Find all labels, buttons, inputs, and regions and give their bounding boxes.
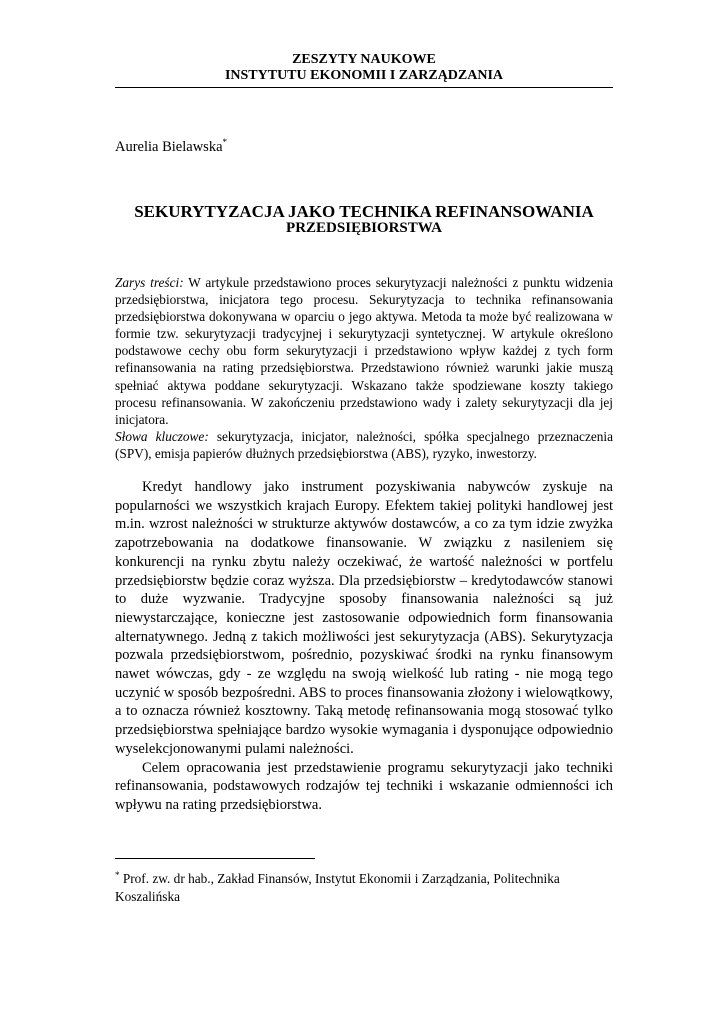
article-title-line1: SEKURYTYZACJA JAKO TECHNIKA REFINANSOWANIA — [134, 202, 594, 221]
article-body — [115, 478, 613, 815]
author-footnote-mark: * — [222, 137, 228, 147]
article-title — [115, 203, 613, 237]
keywords-paragraph — [115, 428, 613, 462]
author — [115, 133, 227, 156]
keywords-text: sekurytyzacja, inicjator, należności, spółka specjalnego przeznaczenia (SPV), emisja papierów dłużnych przedsiębiorstwa (ABS), ryzyko, inwestorzy. — [115, 428, 613, 461]
journal-header-line1: ZESZYTY NAUKOWE — [292, 52, 436, 67]
abstract-paragraph — [115, 274, 613, 428]
journal-header — [115, 52, 613, 88]
journal-header-line2: INSTYTUTU EKONOMII I ZARZĄDZANIA — [224, 68, 504, 83]
keywords-label: Słowa kluczowe: — [115, 428, 209, 444]
body-paragraph-2: Celem opracowania jest przedstawienie programu sekurytyzacji jako techniki refinansowania, podstawowych rodzajów tej techniki i wskazanie odmienności ich wpływu na rating przedsiębiorstwa. — [115, 759, 613, 813]
body-paragraph-1: Kredyt handlowy jako instrument pozyskiwania nabywców zyskuje na popularności we wszystkich krajach Europy. Efektem takiej polityki handlowej jest m.in. wzrost należności w strukturze aktywów dostawców, a co za tym idzie zwyżka zapotrzebowania na dodatkowe finansowanie. W związku z nasileniem się konkurencji na rynku zbytu należy oczekiwać, że wartość należności w portfelu przedsiębiorstw będzie coraz wyższa. Dla przedsiębiorstw – kredytodawców stanowi to duże wyzwanie. Tradycyjne sposoby finansowania należności są już niewystarczające, konieczne jest zastosowanie odpowiednich form finansowania alternatywnego. Jedną z takich możliwości jest sekurytyzacja (ABS). Sekurytyzacja pozwala przedsiębiorstwom, pośrednio, pozyskiwać środki na rynku finansowym nawet wówczas, gdy - ze względu na swoją wielkość lub rating - nie mogą tego uczynić w sposób bezpośredni. ABS to proces finansowania złożony i wielowątkowy, a to oznacza również kosztowny. Taką metodę refinansowania mogą stosować tylko przedsiębiorstwa spełniające bardzo wysokie wymagania i dysponujące odpowiednio wyselekcjonowanymi pulami należności. — [115, 479, 613, 757]
footnote — [115, 867, 613, 905]
abstract-text: W artykule przedstawiono proces sekurytyzacji należności z punktu widzenia przedsiębiorstwa, inicjatora tego procesu. Sekurytyzacja to technika refinansowania przedsiębiorstwa dokonywana w oparciu o jego aktywa. Metoda ta może być realizowana w formie tzw. sekurytyzacji tradycyjnej i sekurytyzacji syntetycznej. W artykule określono podstawowe cechy obu form sekurytyzacji i przedstawiono wpływ każdej z tych form refinansowania na rating przedsiębiorstwa. Przedstawiono również warunki jakie muszą spełniać aktywa poddane sekurytyzacji. Wskazano także spodziewane koszty takiego procesu refinansowania. W zakończeniu przedstawiono wady i zalety sekurytyzacji dla jej inicjatora. — [115, 275, 613, 427]
abstract-label: Zarys treści: — [115, 275, 184, 290]
footnote-mark: * — [115, 870, 120, 880]
footnote-text: Prof. zw. dr hab., Zakład Finansów, Instytut Ekonomii i Zarządzania, Politechnika Koszalińska — [115, 871, 560, 904]
abstract — [115, 274, 613, 462]
article-title-line2: PRZEDSIĘBIORSTWA — [286, 220, 442, 236]
footnote-divider — [115, 858, 315, 859]
author-name: Aurelia Bielawska — [115, 139, 223, 155]
